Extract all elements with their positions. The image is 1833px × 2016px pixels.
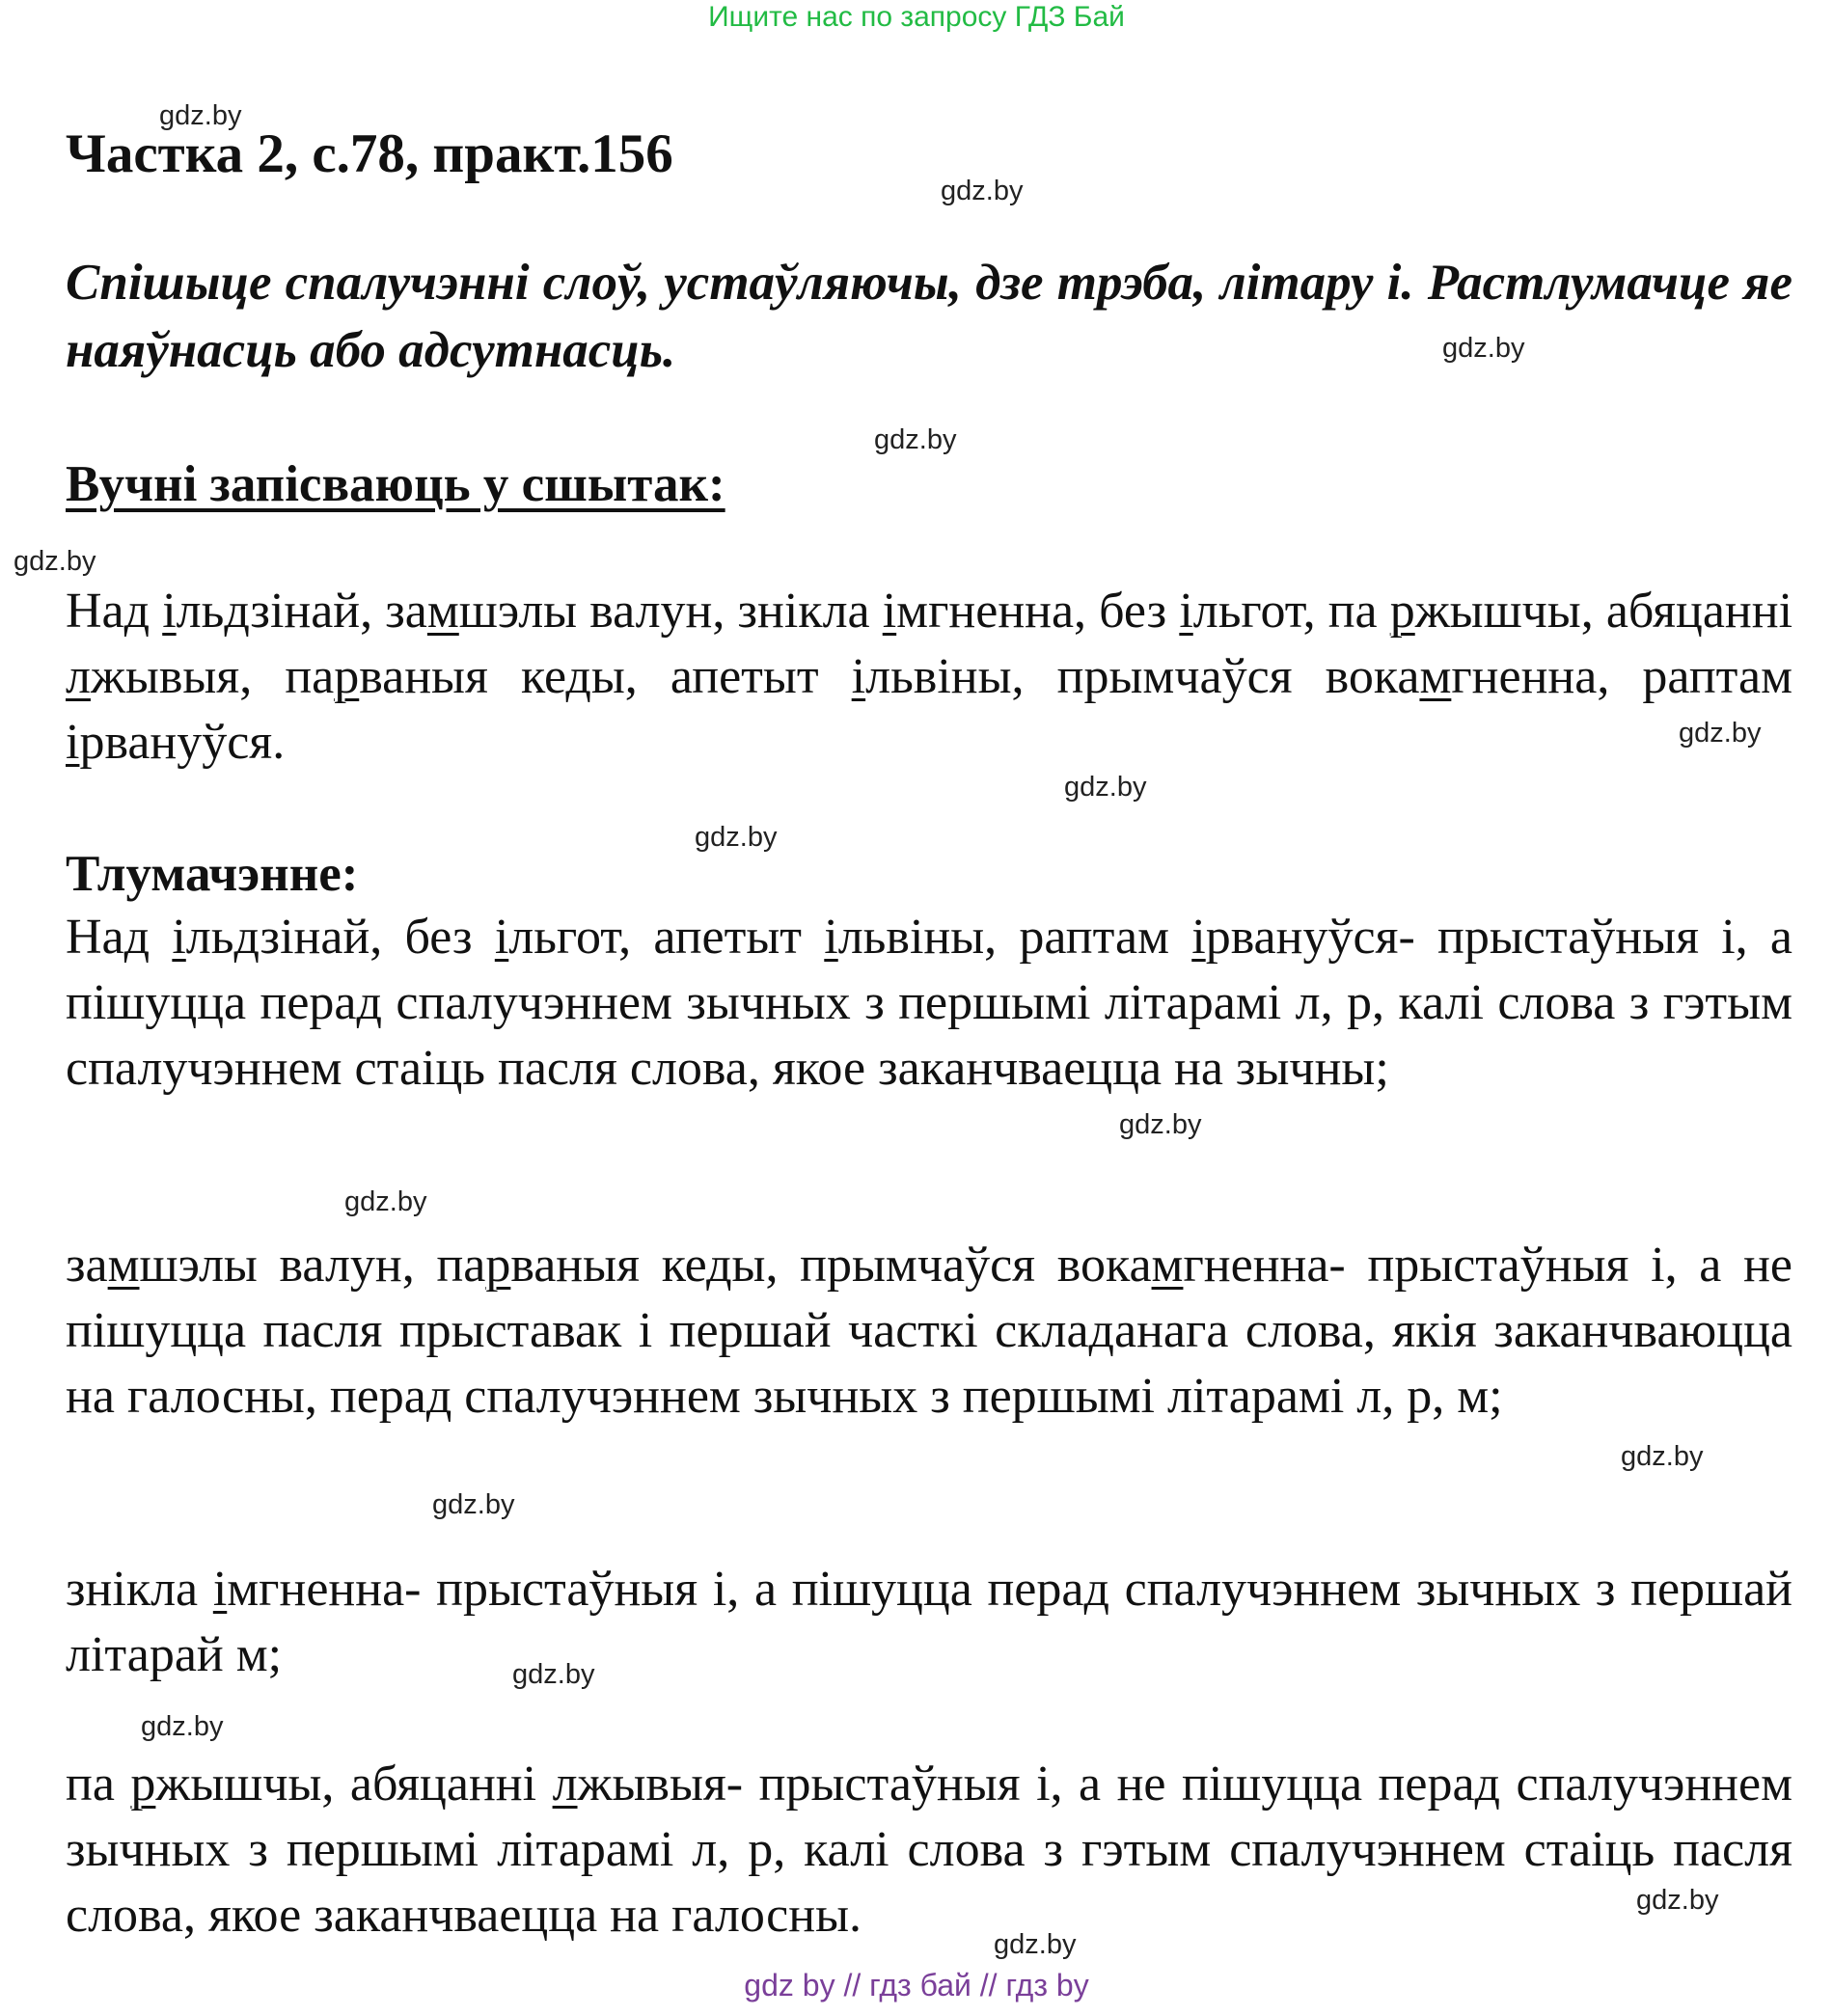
explanation-paragraph-3: знікла імгненна- прыстаўныя і, а пішуцца перад спалучэннем зычных з першай літарай м; xyxy=(66,1562,1793,1682)
footer-links: gdz by // гдз бай // гдз by xyxy=(744,1968,1089,2002)
watermark: gdz.by xyxy=(1679,718,1762,749)
watermark: gdz.by xyxy=(874,424,957,455)
watermark: gdz.by xyxy=(994,1929,1077,1960)
watermark: gdz.by xyxy=(344,1186,427,1217)
page-title: Частка 2, с.78, практ.156 xyxy=(66,123,673,184)
watermark: gdz.by xyxy=(1442,333,1525,364)
explanation-paragraph-4: па ржышчы, абяцанні лжывыя- прыстаўныя і, а не пішуцца перад спалучэннем зычных з першымі літарамі л, р, калі слова з гэтым спалучэннем стаіць пасля слова, якое заканчваецца на галосны. xyxy=(66,1757,1792,1943)
watermark: gdz.by xyxy=(159,100,242,131)
watermark: gdz.by xyxy=(695,822,778,853)
watermark: gdz.by xyxy=(1119,1109,1202,1140)
notebook-heading: Вучні запісваюць у сшытак: xyxy=(66,456,725,512)
explanation-heading: Тлумачэнне: xyxy=(66,846,359,902)
watermark: gdz.by xyxy=(1636,1885,1719,1916)
explanation-paragraph-2: замшэлы валун, парваныя кеды, прымчаўся вокамгненна- прыстаўныя і, а не пішуцца пасля прыставак і першай часткі складанага слова, якія заканчваюцца на галосны, перад спалучэннем зычных з першымі літарамі л, р, м; xyxy=(66,1238,1792,1424)
explanation-paragraph-1: Над ільдзінай, без ільгот, апетыт ільвіны, раптам ірвануўся- прыстаўныя і, а пішуцца перад спалучэннем зычных з першымі літарамі л, р, калі слова з гэтым спалучэннем стаіць пасля слова, якое заканчваецца на зычны; xyxy=(66,910,1793,1096)
answer-paragraph: Над ільдзінай, замшэлы валун, знікла імгненна, без ільгот, па ржышчы, абяцанні лжывыя, парваныя кеды, апетыт ільвіны, прымчаўся вокамгненна, раптам ірвануўся. xyxy=(66,584,1793,770)
watermark: gdz.by xyxy=(141,1711,224,1742)
watermark: gdz.by xyxy=(1064,772,1147,803)
watermark: gdz.by xyxy=(432,1489,515,1520)
watermark: gdz.by xyxy=(14,546,96,577)
top-banner: Ищите нас по запросу ГДЗ Бай xyxy=(708,1,1125,33)
watermark: gdz.by xyxy=(1621,1441,1704,1472)
watermark: gdz.by xyxy=(941,176,1024,206)
watermark: gdz.by xyxy=(512,1659,595,1690)
task-text: Спішыце спалучэнні слоў, устаўляючы, дзе трэба, літару і. Растлумачце яе наяўнасць або адсутнасць. xyxy=(66,255,1792,378)
